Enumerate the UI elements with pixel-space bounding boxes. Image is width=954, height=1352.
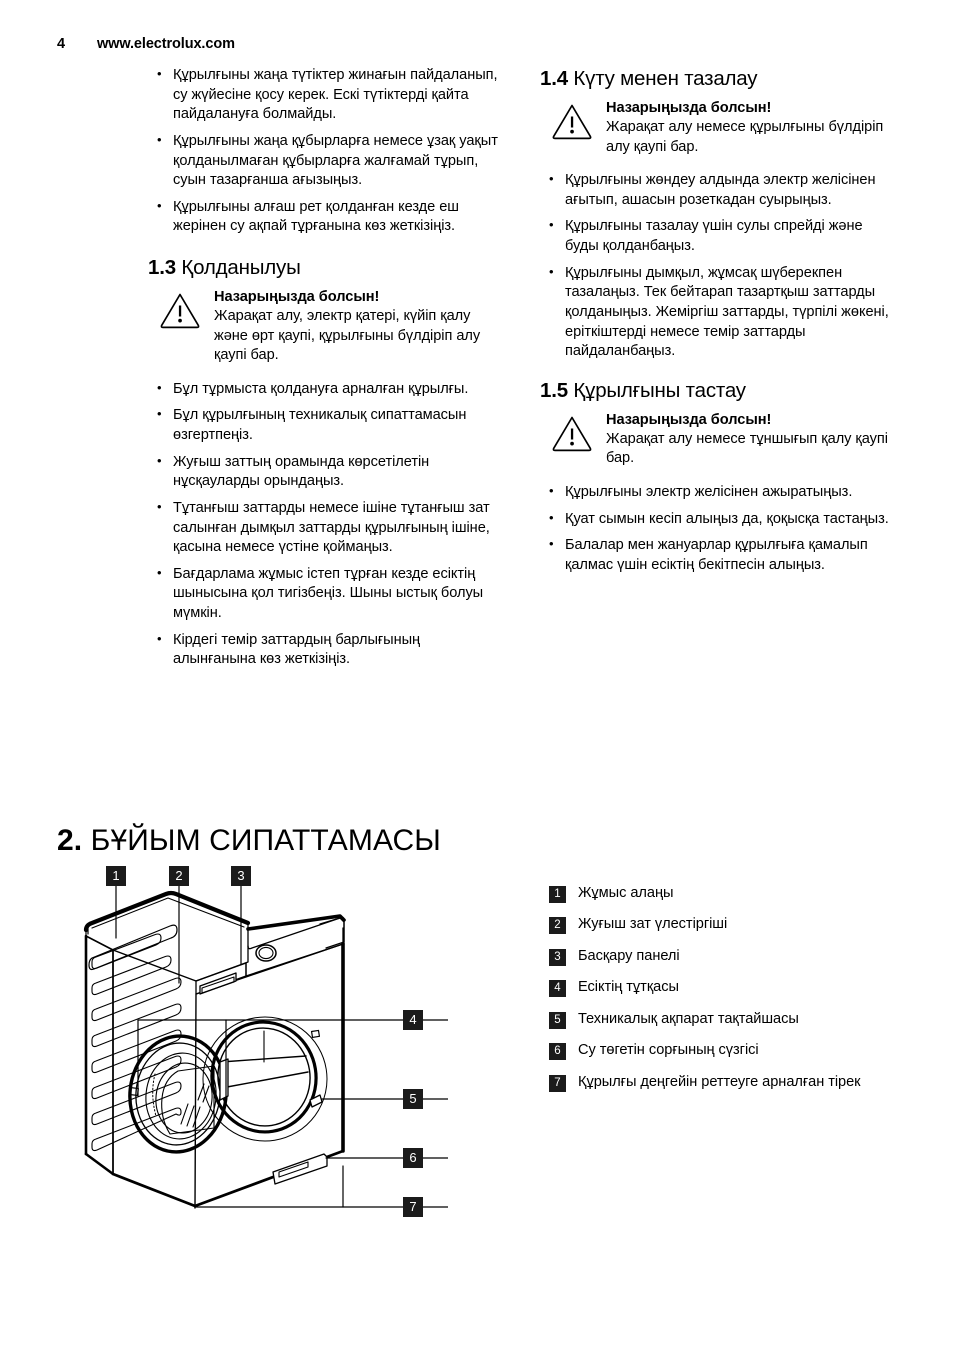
warning-triangle-icon xyxy=(550,413,594,453)
legend-badge-2: 2 xyxy=(549,917,566,934)
chapter-title-text: БҰЙЫМ СИПАТТАМАСЫ xyxy=(90,824,441,857)
callout-badge-7: 7 xyxy=(403,1197,423,1217)
washing-machine-illustration xyxy=(78,866,448,1246)
list-item xyxy=(549,978,919,997)
legend-badge-5: 5 xyxy=(549,1012,566,1029)
section-number: 1.4 xyxy=(540,67,568,90)
section-1-4-bullet-list xyxy=(540,171,898,362)
section-1-5-bullet-list xyxy=(540,483,898,576)
warning-title: Назарыңызда болсын! xyxy=(214,289,380,305)
site-url: www.electrolux.com xyxy=(97,36,235,52)
list-item xyxy=(549,947,919,966)
list-item: • Балалар мен жануарлар құрылғыға қамалып қалмас үшін есіктің бекітпесін алыңыз. xyxy=(540,536,898,575)
page-title xyxy=(57,824,441,858)
callout-badge-2: 2 xyxy=(169,866,189,886)
section-1-3-bullet-list xyxy=(148,380,506,670)
warning-block-1-4 xyxy=(540,99,898,157)
warning-text: Жарақат алу, электр қатері, күйіп қалу және өрт қаупі, құрылғыны бүлдіріп алу қаупі бар. xyxy=(214,307,481,364)
list-item: • Құрылғыны жөндеу алдында электр желісінен ағытып, ашасын розеткадан суырыңыз. xyxy=(540,171,898,210)
list-item: • Құрылғыны жаңа түтіктер жинағын пайдаланып, су жүйесіне қосу керек. Ескі түтіктерді қайта пайдалануға болмайды. xyxy=(148,66,506,125)
list-item: • Құрылғыны тазалау үшін сулы спрейді және буды қолданбаңыз. xyxy=(540,217,898,256)
warning-text: Жарақат алу немесе құрылғыны бүлдіріп алу қаупі бар. xyxy=(606,118,884,155)
list-item xyxy=(549,915,919,934)
warning-title: Назарыңызда болсын! xyxy=(606,411,772,428)
legend-badge-3: 3 xyxy=(549,949,566,966)
legend-label-3: Басқару панелі xyxy=(578,947,680,964)
intro-bullet-list xyxy=(148,66,506,237)
body-columns xyxy=(0,66,954,796)
washing-machine-diagram xyxy=(78,866,448,1246)
list-item: • Құрылғыны жаңа құбырларға немесе ұзақ уақыт қолданылмаған құбырларға жалғамай тұрып, суын тазарғанша ағызыңыз. xyxy=(148,132,506,191)
legend-label-5: Техникалық ақпарат тақтайшасы xyxy=(578,1010,799,1027)
figure-legend xyxy=(549,884,919,1104)
list-item: • Бұл тұрмыста қолдануға арналған құрылғы. xyxy=(148,380,506,400)
section-title-text: Құрылғыны тастау xyxy=(573,378,746,402)
list-item: • Құрылғыны электр желісінен ажыратыңыз. xyxy=(540,483,898,503)
page-number: 4 xyxy=(57,36,65,52)
legend-badge-4: 4 xyxy=(549,980,566,997)
legend-badge-1: 1 xyxy=(549,886,566,903)
right-column xyxy=(540,66,898,583)
callout-badge-4: 4 xyxy=(403,1010,423,1030)
list-item: • Құрылғыны алғаш рет қолданған кезде еш жерінен су ақпай тұрғанына көз жеткізіңіз. xyxy=(148,198,506,237)
legend-label-7: Құрылғы деңгейін реттеуге арналған тірек xyxy=(578,1073,861,1090)
legend-badge-6: 6 xyxy=(549,1043,566,1060)
section-title-text: Күту менен тазалау xyxy=(573,67,758,90)
section-heading-1-5 xyxy=(540,378,898,403)
legend-label-2: Жуғыш зат үлестіргіші xyxy=(578,916,728,933)
legend-label-4: Есіктің тұтқасы xyxy=(578,979,679,996)
section-number: 1.5 xyxy=(540,378,568,402)
page-header xyxy=(57,36,235,52)
section-heading-1-3 xyxy=(148,255,506,280)
list-item xyxy=(549,1010,919,1029)
left-column xyxy=(148,66,506,677)
section-heading-1-4 xyxy=(540,66,898,91)
callout-badge-6: 6 xyxy=(403,1148,423,1168)
section-title-text: Қолданылуы xyxy=(181,256,301,279)
list-item xyxy=(549,1073,919,1092)
list-item: • Қуат сымын кесіп алыңыз да, қоқысқа тастаңыз. xyxy=(540,510,898,530)
warning-block-1-5 xyxy=(540,411,898,469)
list-item: • Тұтанғыш заттарды немесе ішіне тұтанғыш зат салынған дымқыл заттарды құрылғының ішіне, қасына немесе үстіне қоймаңыз. xyxy=(148,499,506,558)
list-item: • Құрылғыны дымқыл, жұмсақ шүберекпен тазалаңыз. Тек бейтарап тазартқыш заттарды қолданыңыз. Жеміргіш заттарды, түрпілі жөкені, еріткіштерді немесе темір заттарды пайдаланбаңыз. xyxy=(540,264,898,362)
list-item xyxy=(549,1041,919,1060)
callout-badge-3: 3 xyxy=(231,866,251,886)
legend-badge-7: 7 xyxy=(549,1075,566,1092)
callout-badge-1: 1 xyxy=(106,866,126,886)
warning-text: Жарақат алу немесе тұншығып қалу қаупі бар. xyxy=(606,430,888,467)
warning-triangle-icon xyxy=(550,101,594,141)
legend-label-6: Су төгетін сорғының сүзгісі xyxy=(578,1042,759,1059)
warning-block-1-3 xyxy=(148,288,506,366)
warning-title: Назарыңызда болсын! xyxy=(606,100,772,116)
list-item: • Бұл құрылғының техникалық сипаттамасын өзгертпеңіз. xyxy=(148,406,506,445)
callout-badge-5: 5 xyxy=(403,1089,423,1109)
section-number: 1.3 xyxy=(148,256,176,279)
list-item: • Жуғыш заттың орамында көрсетілетін нұсқауларды орындаңыз. xyxy=(148,453,506,492)
list-item: • Кірдегі темір заттардың барлығының алынғанына көз жеткізіңіз. xyxy=(148,631,506,670)
legend-label-1: Жұмыс алаңы xyxy=(578,885,674,901)
warning-triangle-icon xyxy=(158,290,202,330)
chapter-number: 2. xyxy=(57,824,83,857)
list-item xyxy=(549,884,919,903)
list-item: • Бағдарлама жұмыс істеп тұрған кезде есіктің шынысына қол тигізбеңіз. Шыны ыстық болуы мүмкін. xyxy=(148,565,506,624)
